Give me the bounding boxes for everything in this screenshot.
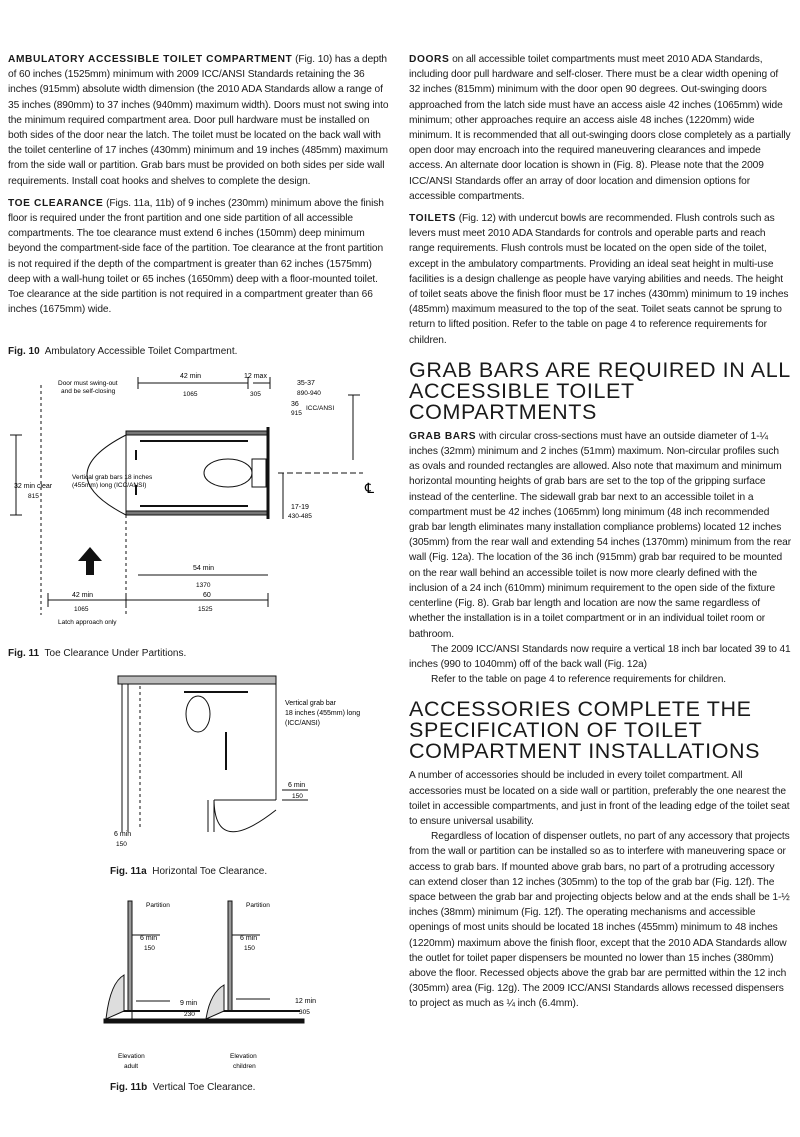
fig11a-dim-6a: 6 min [288, 782, 306, 789]
ambulatory-lead: AMBULATORY ACCESSIBLE TOILET COMPARTMENT [8, 54, 293, 65]
left-column [8, 52, 390, 317]
toilets-paragraph [409, 211, 791, 348]
fig10-label: Fig. 10 [8, 346, 40, 357]
doors-text: on all accessible toilet compartments must meet 2010 ADA Standards, including door pull hardware and self-closer. There must be a clear width opening of 32 inches (815mm) minimum with the door open 90 degrees. Out-swinging doors approached from the latch side must have an access aisle 42 inches (1065mm) wide minimum; other approaches require an access aisle 48 inches (1220mm) wide minimum. It is recommended that all out-swinging doors close completely as a partially open door may encroach into the required maneuvering clearances and impede access. An alternate door location is shown in (Fig. 8). Please note that the 2009 ICC/ANSI Standards offer an array of door location and dimension options for accessible compartments. [409, 54, 791, 202]
fig11b-dim-6a-mm: 150 [144, 945, 155, 952]
fig11b-elev-adult-1: Elevation [118, 1053, 145, 1060]
fig11b-label: Fig. 11b [110, 1082, 148, 1093]
fig11b-caption [110, 1082, 255, 1093]
fig10-door-note-1: Door must swing-out [58, 380, 118, 387]
fig11-caption-text: Toe Clearance Under Partitions. [44, 648, 187, 659]
fig11b-partition-a: Partition [146, 902, 170, 909]
ambulatory-paragraph [8, 52, 390, 189]
right-column [409, 52, 791, 1012]
accessories-paragraph-2: Regardless of location of dispenser outlets, no part of any accessory that projects from the wall or partition can be installed so as to interfere with maneuvering space or access to grab bars. If mounted above grab bars, no part of a protruding accessory can extend closer than 12 inches (305mm) to the top of the grab bar (Fig. 12f). The space between the grab bar and projecting objects below and at the ends shall be 1-½ inches (38mm) minimum (Fig. 12f). The operating mechanisms and accessible openings of most units should be located 18 inches (455mm) minimum to 48 inches (1220mm) maximum above the finish floor, except that the 2010 ADA Standards allow the outlet for toilet paper dispensers be mounted no lower than 15 inches (380mm) above the floor. Recessed objects above the grab bar are permitted within the 12 inch (305mm) area (Fig. 12g). The 2009 ICC/ANSI Standards allows recessed dispensers to project as much as ¼ inch (6.4mm). [409, 831, 790, 1010]
fig10-dim-12-mm: 305 [250, 391, 261, 398]
toe-clearance-paragraph [8, 196, 390, 318]
fig10-dim-42: 42 min [180, 373, 202, 380]
fig11a-dim-6b-mm: 150 [116, 841, 127, 848]
toe-clearance-lead: TOE CLEARANCE [8, 197, 104, 209]
fig10-dim-3537: 35-37 [297, 380, 315, 387]
fig11b-dim-9: 9 min [180, 1000, 198, 1007]
grab-bars-heading: GRAB BARS ARE REQUIRED IN ALL ACCESSIBLE TOILET COMPARTMENTS [409, 357, 791, 424]
fig10-clear-mm: 815 [28, 493, 39, 500]
grab-bars-paragraph [409, 429, 791, 642]
centerline-icon: ℄ [365, 480, 374, 496]
grab-bars-paragraph-3: Refer to the table on page 4 to reference requirements for children. [431, 674, 727, 686]
accessories-heading: ACCESSORIES COMPLETE THE SPECIFICATION OF TOILET COMPARTMENT INSTALLATIONS [409, 697, 761, 764]
fig11a-caption [110, 866, 267, 877]
fig10-dim-60: 60 [203, 592, 211, 599]
fig10-dim-54-mm: 1370 [196, 582, 211, 589]
fig11a-note-2: 18 inches (455mm) long [285, 710, 361, 717]
fig10-dim-36-note: ICC/ANSI [306, 405, 335, 412]
fig10-dim-12: 12 max [244, 373, 267, 380]
fig11b-elev-child-1: Elevation [230, 1053, 257, 1060]
fig11a-dim-6a-mm: 150 [292, 793, 303, 800]
fig10-grab-note-2: (455mm) long (ICC/ANSI) [72, 482, 147, 489]
fig11b-dim-6b-mm: 150 [244, 945, 255, 952]
fig11b-dim-6b: 6 min [240, 935, 258, 942]
grab-bars-text: with circular cross-sections must have an outside diameter of 1-¼ inches (32mm) minimum and 2 inches (51mm) maximum. Non-circular profiles such as ovals and rounded rectangles are allowed. Also note that maximum and minimum horizontal mounting heights of grab bars are set to the top of the gripping surface instead of the centerline. The sidewall grab bar next to an accessible toilet in a compartment must be 42 inches (1065mm) long minimum (48 inch recommended grab bar length eliminates many installation compliance problems) located 12 inches (305mm) from the rear wall and extending 54 inches (1370mm) minimum from the rear wall (Fig. 12a). The location of the 36 inch (915mm) grab bar required to be mounted on the rear wall behind an accessible toilet is now more clearly defined with the inclusion of a 24 inch (610mm) minimum requirement to the open side of the fixture centerline (Fig. 8). Grab bar length and location are now the same regardless of whether the installation is in a toilet compartment or in an individual toilet room or bathroom. [409, 430, 792, 640]
fig11a-caption-text: Horizontal Toe Clearance. [152, 866, 268, 877]
fig11b-elev-adult-2: adult [124, 1063, 139, 1070]
fig11a-label: Fig. 11a [110, 866, 147, 877]
toilets-text: (Fig. 12) with undercut bowls are recommended. Flush controls such as levers must meet 2010 ADA Standards for controls and operable parts and reach range requirements. Flush controls must be located on the open side of the toilet, except in the ambulatory compartments. Providing an ideal seat height in multi-use facilities is a design challenge as people have varying abilities and needs. The height of toilet seats above the finish floor must be 17 inches (430mm) minimum to 19 inches (485mm) maximum measured to the top of the seat. Toilet seats cannot be sprung to return to lifted position. Refer to the table on page 4 to reference requirements for children. [409, 213, 789, 346]
grab-bars-lead: GRAB BARS [409, 430, 477, 442]
fig10-dim-36-mm: 915 [291, 410, 302, 417]
fig11b-elev-child-2: children [233, 1063, 256, 1070]
fig10-dim-42b: 42 min [72, 592, 94, 599]
fig10-dim-42-mm: 1065 [183, 391, 198, 398]
fig11a-dim-6b: 6 min [114, 831, 132, 838]
fig10-dim-60-mm: 1525 [198, 606, 213, 613]
fig10-dim-1719: 17-19 [291, 504, 309, 511]
fig10-door-note-2: and be self-closing [61, 388, 116, 395]
accessories-paragraph-1: A number of accessories should be included in every toilet compartment. All accessories must be located on a side wall or partition, preferably the one nearest the toilet in accessible compartments, and just in front of the leading edge of the toilet seat to ensure universal usability. [409, 770, 790, 827]
fig10-latch-note: Latch approach only [58, 619, 117, 626]
fig10-caption-text: Ambulatory Accessible Toilet Compartment. [44, 346, 238, 357]
fig10-diagram [8, 365, 393, 630]
fig10-grab-note-1: Vertical grab bars 18 inches [72, 474, 153, 481]
fig10-dim-3537-mm: 890-940 [297, 390, 321, 397]
fig11b-dim-12-mm: 305 [299, 1009, 310, 1016]
fig10-dim-1719-mm: 430-485 [288, 513, 312, 520]
doors-paragraph [409, 52, 791, 204]
doors-lead: DOORS [409, 54, 450, 65]
grab-bars-paragraph-2: The 2009 ICC/ANSI Standards now require a vertical 18 inch bar located 39 to 41 inches (990 to 1040mm) off of the back wall (Fig. 12a) [409, 643, 791, 670]
fig11a-diagram [110, 670, 361, 860]
toilets-lead: TOILETS [409, 213, 457, 225]
fig11a-note-3: (ICC/ANSI) [285, 720, 320, 727]
toe-clearance-text: (Figs. 11a, 11b) of 9 inches (230mm) minimum above the finish floor is required under the front partition and one side partition of all accessible compartments. The toe clearance must extend 6 inches (150mm) deep minimum beyond the compartment-side face of the partition. Toe clearance at the front partition is not required if the depth of the compartment is greater than 62 inches (1575mm) deep with a wall-hung toilet or 65 inches (1650mm) deep with a floor-mounted toilet. Toe clearance at the side partition is not required in a compartment greater than 66 inches (1675mm) wide. [8, 197, 384, 316]
fig11b-dim-6a: 6 min [140, 935, 158, 942]
fig11b-partition-b: Partition [246, 902, 270, 909]
fig10-caption [8, 346, 237, 357]
fig11b-dim-12: 12 min [295, 998, 317, 1005]
ambulatory-text: (Fig. 10) has a depth of 60 inches (1525mm) minimum with 2009 ICC/ANSI Standards retaining the 36 inches (915mm) absolute width dimension (the 2010 ADA Standards allow a range of 35 inches (890mm) to 37 inches (940mm) maximum width). Doors must not swing into the minimum required compartment area. Door pull hardware must be installed on both sides of the door near the latch. The toilet must be located on the back wall with the toilet centerline of 17 inches (430mm) minimum and 19 inches (485mm) maximum from the side wall or partition. Grab bars must be provided on both sides per side wall requirements. Install coat hooks and shelves to complete the design. [8, 54, 389, 187]
fig10-dim-42b-mm: 1065 [74, 606, 89, 613]
fig10-dim-54: 54 min [193, 565, 215, 572]
fig10-clear: 32 min clear [14, 483, 53, 490]
fig11a-note-1: Vertical grab bar [285, 700, 336, 707]
fig11b-caption-text: Vertical Toe Clearance. [152, 1082, 256, 1093]
fig11b-diagram [100, 895, 340, 1075]
fig11-label: Fig. 11 [8, 648, 40, 659]
fig11b-dim-9-mm: 230 [184, 1011, 195, 1018]
fig11-caption [8, 648, 186, 659]
fig10-dim-36: 36 [291, 401, 299, 408]
